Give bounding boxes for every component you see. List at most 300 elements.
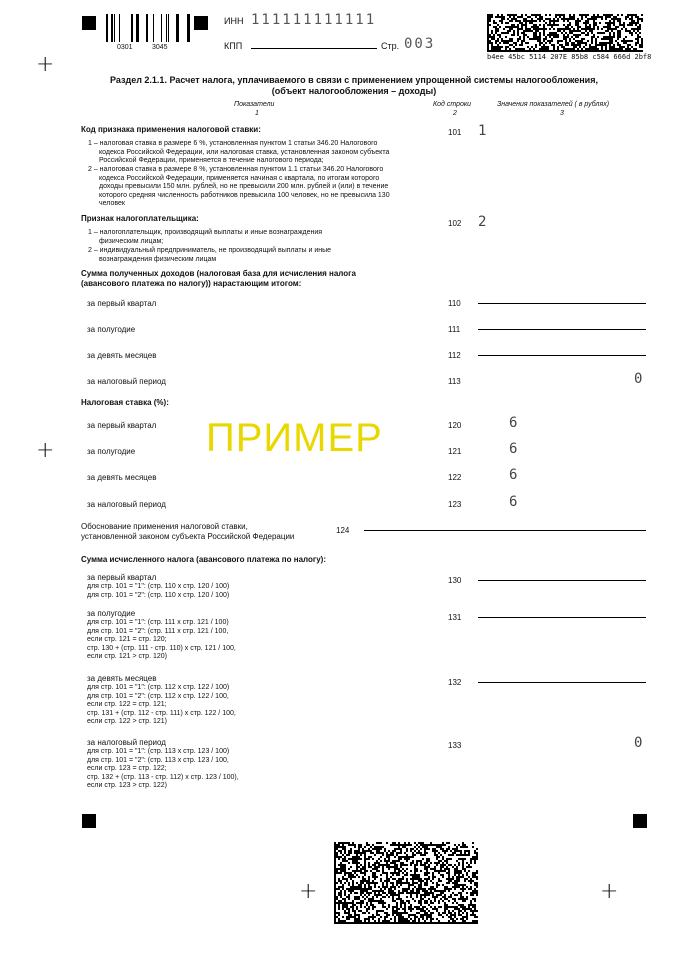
matrix-module bbox=[470, 894, 472, 896]
matrix-module bbox=[334, 848, 336, 850]
matrix-module bbox=[491, 44, 493, 46]
matrix-module bbox=[551, 40, 553, 42]
matrix-module bbox=[611, 14, 613, 16]
matrix-module bbox=[589, 50, 591, 52]
matrix-module bbox=[633, 28, 635, 30]
matrix-module bbox=[489, 36, 491, 38]
matrix-module bbox=[374, 922, 376, 924]
matrix-module bbox=[396, 852, 398, 854]
matrix-module bbox=[623, 26, 625, 28]
matrix-module bbox=[527, 42, 529, 44]
matrix-module bbox=[635, 22, 637, 24]
matrix-module bbox=[472, 876, 474, 878]
matrix-module bbox=[436, 846, 438, 848]
matrix-module bbox=[507, 32, 509, 34]
matrix-module bbox=[513, 34, 515, 36]
matrix-module bbox=[442, 884, 444, 886]
matrix-module bbox=[424, 846, 426, 848]
matrix-module bbox=[444, 852, 446, 854]
matrix-module bbox=[633, 30, 635, 32]
matrix-module bbox=[487, 18, 489, 20]
matrix-module bbox=[390, 882, 392, 884]
matrix-module bbox=[360, 886, 362, 888]
matrix-module bbox=[428, 848, 430, 850]
matrix-module bbox=[452, 906, 454, 908]
column-header-code: Код строки bbox=[433, 101, 472, 108]
matrix-module bbox=[637, 22, 639, 24]
matrix-module bbox=[410, 896, 412, 898]
matrix-module bbox=[625, 18, 627, 20]
matrix-module bbox=[394, 888, 396, 890]
matrix-module bbox=[442, 862, 444, 864]
matrix-module bbox=[338, 908, 340, 910]
matrix-module bbox=[575, 22, 577, 24]
matrix-module bbox=[595, 40, 597, 42]
matrix-module bbox=[358, 896, 360, 898]
matrix-module bbox=[378, 858, 380, 860]
matrix-module bbox=[631, 24, 633, 26]
matrix-module bbox=[553, 46, 555, 48]
matrix-module bbox=[426, 874, 428, 876]
matrix-module bbox=[549, 32, 551, 34]
matrix-module bbox=[386, 894, 388, 896]
matrix-module bbox=[454, 900, 456, 902]
matrix-module bbox=[619, 18, 621, 20]
matrix-module bbox=[432, 922, 434, 924]
matrix-module bbox=[388, 888, 390, 890]
matrix-module bbox=[476, 894, 478, 896]
matrix-module bbox=[629, 22, 631, 24]
matrix-module bbox=[428, 898, 430, 900]
matrix-module bbox=[454, 872, 456, 874]
matrix-module bbox=[356, 866, 358, 868]
matrix-module bbox=[460, 872, 462, 874]
matrix-module bbox=[358, 920, 360, 922]
matrix-module bbox=[438, 906, 440, 908]
matrix-module bbox=[575, 36, 577, 38]
matrix-module bbox=[414, 866, 416, 868]
matrix-module bbox=[503, 18, 505, 20]
matrix-module bbox=[539, 38, 541, 40]
matrix-module bbox=[476, 848, 478, 850]
matrix-module bbox=[352, 862, 354, 864]
matrix-module bbox=[338, 878, 340, 880]
matrix-module bbox=[404, 912, 406, 914]
matrix-module bbox=[601, 46, 603, 48]
matrix-module bbox=[577, 26, 579, 28]
matrix-module bbox=[344, 874, 346, 876]
matrix-module bbox=[352, 916, 354, 918]
matrix-module bbox=[493, 38, 495, 40]
matrix-module bbox=[460, 906, 462, 908]
matrix-module bbox=[631, 40, 633, 42]
matrix-module bbox=[340, 862, 342, 864]
matrix-module bbox=[581, 50, 583, 52]
matrix-module bbox=[388, 860, 390, 862]
matrix-module bbox=[372, 916, 374, 918]
matrix-module bbox=[603, 50, 605, 52]
matrix-module bbox=[452, 898, 454, 900]
matrix-module bbox=[338, 888, 340, 890]
matrix-module bbox=[344, 882, 346, 884]
matrix-module bbox=[436, 844, 438, 846]
matrix-module bbox=[394, 848, 396, 850]
matrix-module bbox=[354, 846, 356, 848]
matrix-module bbox=[585, 48, 587, 50]
matrix-module bbox=[575, 44, 577, 46]
matrix-module bbox=[589, 26, 591, 28]
matrix-module bbox=[422, 846, 424, 848]
matrix-module bbox=[456, 870, 458, 872]
matrix-module bbox=[474, 898, 476, 900]
matrix-module bbox=[418, 846, 420, 848]
matrix-module bbox=[428, 844, 430, 846]
matrix-module bbox=[366, 892, 368, 894]
matrix-module bbox=[336, 868, 338, 870]
matrix-module bbox=[424, 894, 426, 896]
matrix-module bbox=[430, 906, 432, 908]
matrix-module bbox=[611, 40, 613, 42]
matrix-module bbox=[541, 28, 543, 30]
matrix-module bbox=[370, 922, 372, 924]
matrix-module bbox=[487, 22, 489, 24]
matrix-module bbox=[631, 20, 633, 22]
matrix-module bbox=[392, 886, 394, 888]
code-111: 111 bbox=[448, 325, 461, 334]
matrix-module bbox=[547, 18, 549, 20]
matrix-module bbox=[424, 872, 426, 874]
matrix-module bbox=[573, 16, 575, 18]
matrix-module bbox=[462, 862, 464, 864]
matrix-module bbox=[368, 892, 370, 894]
matrix-module bbox=[414, 870, 416, 872]
matrix-module bbox=[470, 910, 472, 912]
matrix-module bbox=[497, 16, 499, 18]
matrix-module bbox=[358, 848, 360, 850]
matrix-module bbox=[370, 886, 372, 888]
matrix-module bbox=[414, 914, 416, 916]
matrix-module bbox=[569, 18, 571, 20]
matrix-module bbox=[382, 854, 384, 856]
matrix-module bbox=[525, 28, 527, 30]
matrix-module bbox=[595, 38, 597, 40]
matrix-module bbox=[424, 920, 426, 922]
matrix-module bbox=[434, 866, 436, 868]
matrix-module bbox=[444, 870, 446, 872]
matrix-module bbox=[384, 858, 386, 860]
matrix-module bbox=[370, 900, 372, 902]
matrix-module bbox=[396, 880, 398, 882]
matrix-module bbox=[376, 866, 378, 868]
matrix-module bbox=[553, 36, 555, 38]
matrix-module bbox=[535, 16, 537, 18]
matrix-module bbox=[368, 880, 370, 882]
matrix-module bbox=[470, 904, 472, 906]
income-heading: Сумма полученных доходов (налоговая база для исчисления налога (авансового платежа по налогу)) нарастающим итогом: bbox=[81, 269, 356, 288]
matrix-module bbox=[368, 912, 370, 914]
matrix-module bbox=[348, 852, 350, 854]
matrix-module bbox=[352, 922, 354, 924]
registration-mark-top-left bbox=[82, 16, 96, 30]
matrix-module bbox=[392, 908, 394, 910]
matrix-module bbox=[468, 876, 470, 878]
matrix-module bbox=[464, 880, 466, 882]
matrix-module bbox=[569, 16, 571, 18]
matrix-module bbox=[412, 914, 414, 916]
matrix-module bbox=[523, 36, 525, 38]
matrix-module bbox=[450, 918, 452, 920]
matrix-module bbox=[346, 906, 348, 908]
matrix-module bbox=[440, 860, 442, 862]
matrix-module bbox=[511, 44, 513, 46]
matrix-module bbox=[613, 50, 615, 52]
matrix-module bbox=[637, 50, 639, 52]
matrix-module bbox=[390, 866, 392, 868]
matrix-module bbox=[342, 870, 344, 872]
matrix-module bbox=[537, 30, 539, 32]
matrix-module bbox=[396, 894, 398, 896]
matrix-module bbox=[476, 882, 478, 884]
matrix-module bbox=[571, 44, 573, 46]
matrix-module bbox=[378, 852, 380, 854]
matrix-module bbox=[362, 922, 364, 924]
matrix-module bbox=[342, 908, 344, 910]
matrix-module bbox=[368, 866, 370, 868]
matrix-module bbox=[535, 30, 537, 32]
matrix-module bbox=[348, 890, 350, 892]
matrix-module bbox=[579, 42, 581, 44]
matrix-module bbox=[422, 864, 424, 866]
matrix-module bbox=[350, 914, 352, 916]
matrix-module bbox=[348, 894, 350, 896]
matrix-module bbox=[639, 32, 641, 34]
matrix-module bbox=[585, 16, 587, 18]
matrix-module bbox=[557, 48, 559, 50]
matrix-module bbox=[452, 878, 454, 880]
matrix-module bbox=[340, 852, 342, 854]
matrix-module bbox=[416, 888, 418, 890]
matrix-module bbox=[342, 846, 344, 848]
matrix-module bbox=[458, 892, 460, 894]
matrix-module bbox=[362, 850, 364, 852]
matrix-module bbox=[635, 50, 637, 52]
matrix-module bbox=[420, 880, 422, 882]
matrix-module bbox=[370, 882, 372, 884]
matrix-module bbox=[400, 900, 402, 902]
matrix-module bbox=[394, 922, 396, 924]
matrix-module bbox=[416, 852, 418, 854]
matrix-module bbox=[489, 14, 491, 16]
matrix-module bbox=[412, 920, 414, 922]
matrix-module bbox=[535, 34, 537, 36]
matrix-module bbox=[402, 856, 404, 858]
matrix-module bbox=[418, 918, 420, 920]
matrix-module bbox=[358, 844, 360, 846]
matrix-module bbox=[416, 916, 418, 918]
matrix-module bbox=[336, 870, 338, 872]
matrix-module bbox=[472, 904, 474, 906]
matrix-module bbox=[400, 906, 402, 908]
matrix-module bbox=[396, 864, 398, 866]
matrix-module bbox=[474, 900, 476, 902]
matrix-module bbox=[458, 912, 460, 914]
matrix-module bbox=[384, 848, 386, 850]
matrix-module bbox=[605, 18, 607, 20]
matrix-module bbox=[410, 906, 412, 908]
matrix-module bbox=[631, 34, 633, 36]
matrix-module bbox=[392, 912, 394, 914]
matrix-module bbox=[476, 876, 478, 878]
matrix-module bbox=[619, 44, 621, 46]
matrix-module bbox=[438, 890, 440, 892]
matrix-module bbox=[342, 888, 344, 890]
matrix-module bbox=[374, 894, 376, 896]
matrix-module bbox=[364, 878, 366, 880]
matrix-module bbox=[370, 870, 372, 872]
matrix-module bbox=[627, 40, 629, 42]
matrix-module bbox=[615, 16, 617, 18]
matrix-module bbox=[444, 886, 446, 888]
matrix-module bbox=[424, 906, 426, 908]
matrix-module bbox=[474, 884, 476, 886]
matrix-module bbox=[581, 32, 583, 34]
matrix-module bbox=[452, 886, 454, 888]
matrix-module bbox=[603, 42, 605, 44]
matrix-module bbox=[394, 870, 396, 872]
matrix-module bbox=[468, 888, 470, 890]
matrix-module bbox=[386, 912, 388, 914]
matrix-module bbox=[609, 26, 611, 28]
matrix-module bbox=[605, 44, 607, 46]
matrix-module bbox=[573, 44, 575, 46]
matrix-module bbox=[577, 42, 579, 44]
matrix-module bbox=[378, 864, 380, 866]
matrix-module bbox=[414, 886, 416, 888]
matrix-module bbox=[364, 852, 366, 854]
barcode-bar bbox=[161, 14, 162, 42]
matrix-module bbox=[448, 854, 450, 856]
matrix-module bbox=[448, 922, 450, 924]
matrix-module bbox=[354, 918, 356, 920]
matrix-module bbox=[493, 48, 495, 50]
matrix-module bbox=[384, 916, 386, 918]
matrix-module bbox=[344, 890, 346, 892]
matrix-module bbox=[557, 18, 559, 20]
matrix-module bbox=[464, 858, 466, 860]
matrix-module bbox=[597, 28, 599, 30]
matrix-module bbox=[569, 40, 571, 42]
matrix-module bbox=[639, 50, 641, 52]
matrix-module bbox=[557, 42, 559, 44]
matrix-module bbox=[434, 870, 436, 872]
matrix-module bbox=[547, 46, 549, 48]
matrix-module bbox=[472, 858, 474, 860]
matrix-module bbox=[456, 846, 458, 848]
matrix-module bbox=[629, 30, 631, 32]
matrix-module bbox=[487, 14, 489, 16]
matrix-module bbox=[627, 16, 629, 18]
matrix-module bbox=[370, 856, 372, 858]
matrix-module bbox=[420, 902, 422, 904]
matrix-module bbox=[503, 28, 505, 30]
matrix-module bbox=[450, 864, 452, 866]
matrix-module bbox=[440, 844, 442, 846]
matrix-module bbox=[631, 32, 633, 34]
matrix-module bbox=[402, 846, 404, 848]
matrix-module bbox=[340, 882, 342, 884]
matrix-module bbox=[458, 850, 460, 852]
matrix-module bbox=[495, 28, 497, 30]
field-line-111 bbox=[478, 329, 646, 330]
matrix-module bbox=[601, 16, 603, 18]
matrix-module bbox=[539, 32, 541, 34]
matrix-module bbox=[434, 908, 436, 910]
matrix-module bbox=[394, 868, 396, 870]
matrix-module bbox=[426, 916, 428, 918]
matrix-module bbox=[493, 46, 495, 48]
matrix-module bbox=[609, 38, 611, 40]
matrix-module bbox=[617, 44, 619, 46]
matrix-module bbox=[382, 906, 384, 908]
matrix-module bbox=[583, 28, 585, 30]
matrix-module bbox=[464, 920, 466, 922]
matrix-module bbox=[378, 866, 380, 868]
matrix-module bbox=[543, 28, 545, 30]
matrix-module bbox=[605, 26, 607, 28]
matrix-module bbox=[358, 862, 360, 864]
matrix-module bbox=[577, 28, 579, 30]
matrix-module bbox=[388, 906, 390, 908]
matrix-module bbox=[629, 14, 631, 16]
matrix-module bbox=[583, 22, 585, 24]
matrix-module bbox=[551, 26, 553, 28]
matrix-module bbox=[454, 898, 456, 900]
matrix-module bbox=[422, 918, 424, 920]
matrix-module bbox=[376, 848, 378, 850]
rate-sign-option-2: 2 – налоговая ставка в размере 8 %, установленная пунктом 1.1 статьи 346.20 Налогового кодекса Российской Федерации, применяется начиная с квартала, по итогам которого доходы превысили 150 млн. рублей, но не превысили 200 млн. рублей и (или) в течение которого средняя численность работников превысила 100 человек, но не превысила 130 человек bbox=[88, 166, 390, 207]
matrix-module bbox=[466, 922, 468, 924]
matrix-module bbox=[404, 908, 406, 910]
matrix-module bbox=[378, 850, 380, 852]
matrix-module bbox=[382, 884, 384, 886]
matrix-module bbox=[368, 858, 370, 860]
matrix-module bbox=[342, 898, 344, 900]
matrix-module bbox=[398, 858, 400, 860]
matrix-module bbox=[621, 40, 623, 42]
matrix-module bbox=[430, 920, 432, 922]
matrix-module bbox=[617, 26, 619, 28]
matrix-module bbox=[591, 50, 593, 52]
matrix-module bbox=[368, 908, 370, 910]
matrix-module bbox=[462, 874, 464, 876]
matrix-module bbox=[398, 892, 400, 894]
matrix-module bbox=[368, 900, 370, 902]
matrix-module bbox=[454, 864, 456, 866]
matrix-module bbox=[507, 26, 509, 28]
matrix-module bbox=[444, 894, 446, 896]
matrix-module bbox=[356, 892, 358, 894]
matrix-module bbox=[378, 892, 380, 894]
matrix-module bbox=[543, 20, 545, 22]
matrix-module bbox=[635, 38, 637, 40]
matrix-module bbox=[334, 910, 336, 912]
matrix-module bbox=[346, 854, 348, 856]
matrix-module bbox=[372, 898, 374, 900]
matrix-module bbox=[372, 864, 374, 866]
matrix-module bbox=[360, 872, 362, 874]
matrix-module bbox=[637, 16, 639, 18]
matrix-module bbox=[422, 858, 424, 860]
